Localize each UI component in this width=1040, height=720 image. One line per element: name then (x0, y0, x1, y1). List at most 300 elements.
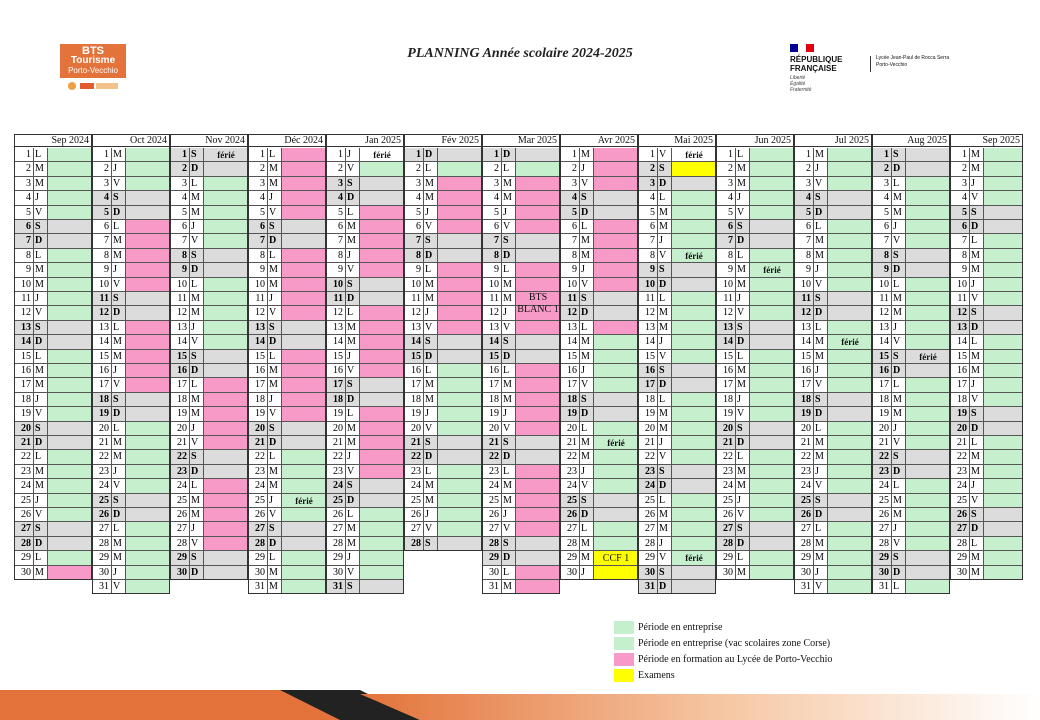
day-number: 21 (14, 436, 34, 450)
day-number: 22 (326, 450, 346, 464)
period-cell (438, 292, 482, 306)
day-row (326, 450, 404, 464)
period-cell (126, 249, 170, 263)
day-number: 20 (404, 422, 424, 436)
day-row (950, 508, 1023, 522)
period-cell (906, 465, 950, 479)
period-cell (516, 537, 560, 551)
day-row (794, 234, 872, 248)
period-cell (282, 407, 326, 421)
period-cell (48, 278, 92, 292)
day-row (716, 422, 794, 436)
period-cell (48, 436, 92, 450)
day-row (482, 263, 560, 277)
bts-logo-line1: BTS (82, 45, 104, 57)
day-number: 21 (92, 436, 112, 450)
day-row (716, 292, 794, 306)
day-number: 7 (638, 234, 658, 248)
day-letter: L (970, 436, 984, 450)
day-letter: M (736, 479, 750, 493)
period-cell (126, 422, 170, 436)
day-row (404, 465, 482, 479)
day-number: 17 (872, 378, 892, 392)
day-row (326, 306, 404, 320)
period-cell (516, 148, 560, 162)
day-row (14, 522, 92, 536)
day-number: 24 (92, 479, 112, 493)
period-cell (126, 335, 170, 349)
day-row (404, 162, 482, 176)
day-letter: D (580, 407, 594, 421)
period-cell (282, 566, 326, 580)
day-letter: J (892, 321, 906, 335)
period-cell (282, 321, 326, 335)
day-row (404, 450, 482, 464)
period-cell (516, 378, 560, 392)
day-letter: L (34, 148, 48, 162)
day-number: 15 (560, 350, 580, 364)
day-letter: D (814, 206, 828, 220)
day-number: 5 (248, 206, 268, 220)
month-header: Fév 2025 (404, 134, 482, 147)
day-row (170, 220, 248, 234)
day-row (404, 263, 482, 277)
period-cell (828, 537, 872, 551)
day-letter: J (814, 566, 828, 580)
period-cell (204, 508, 248, 522)
day-row (794, 479, 872, 493)
day-row (638, 364, 716, 378)
day-row (638, 278, 716, 292)
day-letter: M (502, 393, 516, 407)
day-letter: L (190, 479, 204, 493)
day-row (638, 206, 716, 220)
day-row (872, 551, 950, 565)
day-number: 31 (326, 580, 346, 594)
day-number: 12 (638, 306, 658, 320)
day-letter: J (112, 566, 126, 580)
day-number: 4 (716, 191, 736, 205)
day-number: 10 (404, 278, 424, 292)
day-row (170, 450, 248, 464)
period-cell (672, 321, 716, 335)
day-row (794, 522, 872, 536)
day-letter: S (658, 465, 672, 479)
day-row (560, 249, 638, 263)
day-number: 20 (14, 422, 34, 436)
day-number: 9 (872, 263, 892, 277)
period-cell (282, 436, 326, 450)
day-row (326, 234, 404, 248)
period-cell (750, 321, 794, 335)
day-letter: L (268, 450, 282, 464)
period-cell (204, 407, 248, 421)
holiday-label: férié (607, 438, 625, 448)
day-letter: M (268, 278, 282, 292)
day-letter: L (736, 249, 750, 263)
day-number: 23 (404, 465, 424, 479)
day-letter: J (736, 494, 750, 508)
day-letter: M (34, 465, 48, 479)
holiday-label: férié (295, 495, 313, 506)
day-letter: M (580, 234, 594, 248)
period-cell (516, 479, 560, 493)
day-letter: V (190, 234, 204, 248)
period-cell (594, 278, 638, 292)
legend-swatch (614, 653, 634, 666)
day-letter: M (346, 537, 360, 551)
day-letter: M (814, 450, 828, 464)
day-letter: S (658, 364, 672, 378)
period-cell (828, 508, 872, 522)
day-number: 26 (950, 508, 970, 522)
day-number: 30 (248, 566, 268, 580)
day-letter: S (268, 422, 282, 436)
day-row (560, 465, 638, 479)
day-letter: V (424, 321, 438, 335)
day-row (638, 566, 716, 580)
period-cell (672, 350, 716, 364)
period-cell (516, 278, 560, 292)
day-number: 20 (638, 422, 658, 436)
period-cell (516, 450, 560, 464)
day-number: 22 (872, 450, 892, 464)
day-number: 13 (950, 321, 970, 335)
day-row (794, 278, 872, 292)
day-number: 17 (716, 378, 736, 392)
day-number: 22 (14, 450, 34, 464)
day-row (638, 422, 716, 436)
day-number: 21 (248, 436, 268, 450)
day-number: 13 (14, 321, 34, 335)
period-cell (438, 191, 482, 205)
day-number: 4 (482, 191, 502, 205)
day-row (950, 321, 1023, 335)
period-cell (672, 335, 716, 349)
day-letter: S (424, 234, 438, 248)
day-row (872, 335, 950, 349)
day-number: 13 (716, 321, 736, 335)
day-row (404, 537, 482, 551)
day-letter: M (424, 177, 438, 191)
day-number: 18 (170, 393, 190, 407)
day-row (872, 494, 950, 508)
day-number: 6 (638, 220, 658, 234)
day-letter: M (112, 335, 126, 349)
period-cell (594, 249, 638, 263)
day-number: 27 (14, 522, 34, 536)
day-row (248, 162, 326, 176)
day-number: 10 (248, 278, 268, 292)
period-cell (204, 551, 248, 565)
day-letter: M (112, 148, 126, 162)
day-letter: V (580, 479, 594, 493)
day-letter: D (580, 206, 594, 220)
day-letter: M (190, 306, 204, 320)
day-number: 6 (872, 220, 892, 234)
period-cell (48, 206, 92, 220)
day-number: 19 (92, 407, 112, 421)
day-letter: J (736, 393, 750, 407)
day-row (14, 306, 92, 320)
holiday-label: férié (373, 150, 391, 160)
day-letter: D (424, 450, 438, 464)
day-number: 31 (794, 580, 814, 594)
day-number: 7 (248, 234, 268, 248)
day-row (404, 177, 482, 191)
month-header: Oct 2024 (92, 134, 170, 147)
day-letter: D (580, 306, 594, 320)
day-row (950, 494, 1023, 508)
day-number: 15 (404, 350, 424, 364)
day-row (404, 335, 482, 349)
day-number: 19 (482, 407, 502, 421)
day-number: 16 (326, 364, 346, 378)
day-number: 27 (92, 522, 112, 536)
day-row (716, 306, 794, 320)
day-number: 1 (638, 148, 658, 162)
day-row (482, 378, 560, 392)
day-number: 5 (794, 206, 814, 220)
day-letter: L (736, 450, 750, 464)
day-letter: J (814, 162, 828, 176)
day-number: 18 (482, 393, 502, 407)
day-row (560, 494, 638, 508)
period-cell (126, 306, 170, 320)
day-letter: D (34, 436, 48, 450)
day-letter: S (190, 450, 204, 464)
day-letter: D (658, 580, 672, 594)
day-letter: J (814, 465, 828, 479)
day-letter: J (268, 292, 282, 306)
day-row (638, 407, 716, 421)
period-cell (204, 465, 248, 479)
period-cell (282, 234, 326, 248)
day-letter: M (190, 206, 204, 220)
period-cell (282, 508, 326, 522)
period-cell (438, 537, 482, 551)
period-cell (516, 566, 560, 580)
period-cell (984, 220, 1023, 234)
day-number: 15 (482, 350, 502, 364)
period-cell (672, 234, 716, 248)
day-number: 6 (794, 220, 814, 234)
day-letter: L (658, 191, 672, 205)
period-cell (750, 494, 794, 508)
day-letter: J (580, 566, 594, 580)
day-row (560, 191, 638, 205)
period-cell (672, 436, 716, 450)
day-number: 18 (638, 393, 658, 407)
day-number: 18 (560, 393, 580, 407)
period-cell (828, 177, 872, 191)
day-row (92, 292, 170, 306)
day-number: 28 (794, 537, 814, 551)
day-letter: J (502, 407, 516, 421)
day-number: 10 (716, 278, 736, 292)
day-letter: D (970, 321, 984, 335)
day-row (482, 566, 560, 580)
day-number: 12 (794, 306, 814, 320)
period-cell (126, 580, 170, 594)
day-number: 22 (482, 450, 502, 464)
day-letter: J (502, 508, 516, 522)
day-letter: M (268, 263, 282, 277)
day-letter: S (580, 494, 594, 508)
period-cell (282, 162, 326, 176)
day-row (950, 191, 1023, 205)
period-cell (750, 350, 794, 364)
day-letter: V (658, 249, 672, 263)
day-number: 18 (794, 393, 814, 407)
day-row (170, 191, 248, 205)
period-cell (282, 148, 326, 162)
period-cell (594, 306, 638, 320)
period-cell (282, 249, 326, 263)
day-number: 12 (950, 306, 970, 320)
day-letter: L (580, 522, 594, 536)
day-row (170, 234, 248, 248)
day-row (794, 436, 872, 450)
day-row (248, 148, 326, 162)
day-letter: M (580, 148, 594, 162)
period-cell (360, 479, 404, 493)
day-number: 24 (638, 479, 658, 493)
day-number: 6 (482, 220, 502, 234)
period-cell (906, 436, 950, 450)
day-letter: D (892, 566, 906, 580)
lycee-name-line2: Porto-Vecchio (876, 62, 908, 68)
partner-logos-strip (66, 80, 120, 92)
month-header: Jul 2025 (794, 134, 872, 147)
day-letter: M (580, 350, 594, 364)
day-row (92, 335, 170, 349)
day-number: 4 (170, 191, 190, 205)
period-cell (360, 234, 404, 248)
period-cell (906, 206, 950, 220)
day-number: 25 (638, 494, 658, 508)
period-cell (360, 508, 404, 522)
period-cell (282, 350, 326, 364)
period-cell (906, 148, 950, 162)
period-cell (672, 292, 716, 306)
period-cell (516, 191, 560, 205)
day-row (404, 422, 482, 436)
day-number: 1 (950, 148, 970, 162)
day-number: 30 (92, 566, 112, 580)
month-header: Sep 2024 (14, 134, 92, 147)
day-letter: S (814, 191, 828, 205)
period-cell (516, 494, 560, 508)
day-number: 10 (14, 278, 34, 292)
day-letter: M (970, 350, 984, 364)
period-cell (672, 364, 716, 378)
legend-swatch (614, 669, 634, 682)
day-row (872, 450, 950, 464)
day-number: 23 (170, 465, 190, 479)
day-number: 22 (794, 450, 814, 464)
month-header: Jun 2025 (716, 134, 794, 147)
day-letter: L (346, 306, 360, 320)
day-row (950, 393, 1023, 407)
day-row (872, 263, 950, 277)
day-row (794, 206, 872, 220)
period-cell (516, 407, 560, 421)
rf-motto-3: Fraternité (790, 87, 812, 93)
day-row (248, 566, 326, 580)
day-number: 1 (560, 148, 580, 162)
period-cell (126, 450, 170, 464)
day-row (872, 378, 950, 392)
day-number: 29 (92, 551, 112, 565)
day-number: 14 (14, 335, 34, 349)
period-cell (282, 177, 326, 191)
day-letter: V (34, 407, 48, 421)
day-letter: J (580, 162, 594, 176)
day-row (170, 393, 248, 407)
day-number: 29 (170, 551, 190, 565)
day-number: 27 (326, 522, 346, 536)
day-letter: L (892, 278, 906, 292)
day-letter: V (112, 378, 126, 392)
period-cell (594, 407, 638, 421)
day-row (950, 206, 1023, 220)
day-row (638, 465, 716, 479)
day-number: 1 (248, 148, 268, 162)
day-letter: S (736, 321, 750, 335)
period-cell (360, 566, 404, 580)
day-letter: M (892, 407, 906, 421)
period-cell (906, 566, 950, 580)
period-cell (204, 566, 248, 580)
day-row (170, 436, 248, 450)
period-cell (594, 206, 638, 220)
day-number: 16 (248, 364, 268, 378)
day-row (716, 191, 794, 205)
day-row (248, 580, 326, 594)
period-cell (594, 321, 638, 335)
period-cell (126, 508, 170, 522)
day-row (326, 508, 404, 522)
day-letter: D (970, 522, 984, 536)
day-row (326, 191, 404, 205)
day-row (326, 494, 404, 508)
period-cell (126, 393, 170, 407)
period-cell (672, 537, 716, 551)
day-number: 28 (716, 537, 736, 551)
day-number: 8 (404, 249, 424, 263)
day-row (872, 465, 950, 479)
period-cell (360, 422, 404, 436)
day-letter: S (346, 479, 360, 493)
period-cell (516, 350, 560, 364)
day-letter: M (268, 364, 282, 378)
day-row (794, 508, 872, 522)
day-number: 26 (248, 508, 268, 522)
day-letter: L (268, 148, 282, 162)
day-letter: J (34, 393, 48, 407)
day-letter: S (502, 537, 516, 551)
day-number: 30 (716, 566, 736, 580)
day-row (716, 508, 794, 522)
period-cell (204, 306, 248, 320)
period-cell (360, 306, 404, 320)
period-cell (126, 206, 170, 220)
period-cell (984, 162, 1023, 176)
day-letter: D (502, 450, 516, 464)
day-letter: M (34, 378, 48, 392)
day-number: 6 (248, 220, 268, 234)
